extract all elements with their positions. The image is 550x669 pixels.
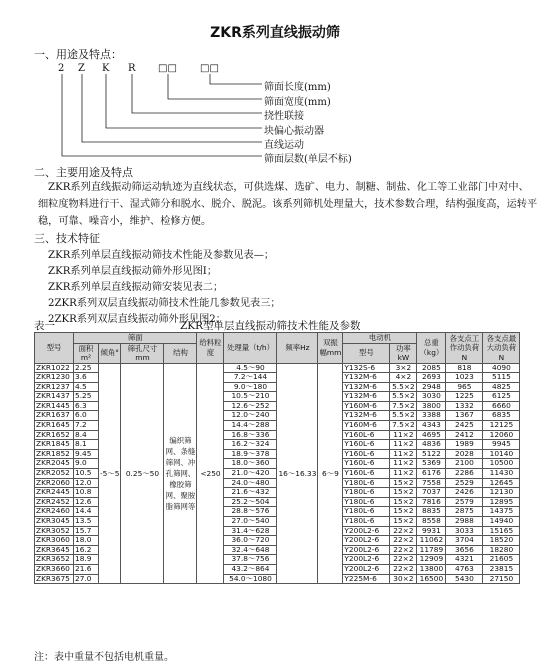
cell-model: ZKR2060 bbox=[35, 478, 74, 488]
cell-motor-model: Y200L2-6 bbox=[343, 526, 390, 536]
cell-maxdyn: 23815 bbox=[483, 564, 520, 574]
code-letter-k: K bbox=[102, 63, 110, 74]
cell-motor-model: Y200L2-6 bbox=[343, 545, 390, 555]
cell-power: 5.5×2 bbox=[390, 411, 417, 421]
cell-area: 3.6 bbox=[74, 373, 99, 383]
cell-model: ZKR1852 bbox=[35, 449, 74, 459]
spec-table bbox=[34, 332, 520, 584]
cell-model: ZKR1637 bbox=[35, 411, 74, 421]
cell-weight: 5369 bbox=[417, 459, 446, 469]
cell-weight: 2085 bbox=[417, 363, 446, 373]
cell-model: ZKR1845 bbox=[35, 440, 74, 450]
cell-maxdyn: 5115 bbox=[483, 373, 520, 383]
cell-capacity: 54.0～1080 bbox=[224, 574, 277, 584]
cell-model: ZKR3652 bbox=[35, 555, 74, 565]
cell-maxdyn: 11430 bbox=[483, 469, 520, 479]
cell-power: 22×2 bbox=[390, 526, 417, 536]
section1-heading: 一、用途及特点： bbox=[34, 48, 122, 61]
cell-weight: 8835 bbox=[417, 507, 446, 517]
cell-model: ZKR1445 bbox=[35, 401, 74, 411]
cell-maxdyn: 21605 bbox=[483, 555, 520, 565]
cell-maxdyn: 12645 bbox=[483, 478, 520, 488]
th-dyn: 各支点工作动负荷N bbox=[446, 333, 483, 364]
cell-area: 12.6 bbox=[74, 497, 99, 507]
cell-power: 3×2 bbox=[390, 363, 417, 373]
cell-power: 30×2 bbox=[390, 574, 417, 584]
cell-capacity: 7.2～144 bbox=[224, 373, 277, 383]
cell-model: ZKR2445 bbox=[35, 488, 74, 498]
cell-dyn: 4763 bbox=[446, 564, 483, 574]
th-angle: 倾角° bbox=[99, 343, 121, 363]
code-letter-r: R bbox=[128, 63, 136, 74]
section2-heading: 二、主要用途及特点 bbox=[34, 166, 133, 179]
cell-weight: 16500 bbox=[417, 574, 446, 584]
cell-weight: 11062 bbox=[417, 536, 446, 546]
cell-model: ZKR3060 bbox=[35, 536, 74, 546]
cell-power: 11×2 bbox=[390, 430, 417, 440]
legend-width: 筛面宽度(mm) bbox=[264, 97, 331, 108]
cell-model: ZKR3675 bbox=[35, 574, 74, 584]
cell-weight: 7558 bbox=[417, 478, 446, 488]
cell-dyn: 818 bbox=[446, 363, 483, 373]
cell-motor-model: Y160M-6 bbox=[343, 401, 390, 411]
cell-model: ZKR3052 bbox=[35, 526, 74, 536]
cell-dyn: 2529 bbox=[446, 478, 483, 488]
cell-motor-model: Y200L2-6 bbox=[343, 564, 390, 574]
cell-power: 7.5×2 bbox=[390, 421, 417, 431]
cell-amp: 6～9 bbox=[318, 363, 343, 584]
cell-freq: 16～16.33 bbox=[277, 363, 318, 584]
cell-dyn: 2426 bbox=[446, 488, 483, 498]
cell-capacity: 27.0～540 bbox=[224, 517, 277, 527]
cell-capacity: 9.0～180 bbox=[224, 382, 277, 392]
cell-motor-model: Y200L2-6 bbox=[343, 555, 390, 565]
cell-power: 11×2 bbox=[390, 440, 417, 450]
cell-dyn: 5430 bbox=[446, 574, 483, 584]
cell-maxdyn: 6125 bbox=[483, 392, 520, 402]
legend-length: 筛面长度(mm) bbox=[264, 82, 331, 93]
cell-capacity: 18.0～360 bbox=[224, 459, 277, 469]
cell-model: ZKR1022 bbox=[35, 363, 74, 373]
cell-model: ZKR2045 bbox=[35, 459, 74, 469]
table-label: 表一 bbox=[34, 320, 55, 332]
cell-power: 5.5×2 bbox=[390, 392, 417, 402]
cell-capacity: 36.0～720 bbox=[224, 536, 277, 546]
cell-weight: 4695 bbox=[417, 430, 446, 440]
cell-maxdyn: 6835 bbox=[483, 411, 520, 421]
cell-dyn: 2579 bbox=[446, 497, 483, 507]
cell-maxdyn: 27150 bbox=[483, 574, 520, 584]
cell-weight: 5122 bbox=[417, 449, 446, 459]
spec-list-item: ZKR系列单层直线振动筛技术性能及参数见表—； bbox=[48, 250, 275, 261]
cell-model: ZKR1652 bbox=[35, 430, 74, 440]
cell-motor-model: Y132M-6 bbox=[343, 373, 390, 383]
cell-model: ZKR1230 bbox=[35, 373, 74, 383]
cell-area: 13.5 bbox=[74, 517, 99, 527]
cell-motor-model: Y132M-6 bbox=[343, 382, 390, 392]
cell-model: ZKR2052 bbox=[35, 469, 74, 479]
th-model: 型号 bbox=[35, 333, 74, 364]
cell-dyn: 3704 bbox=[446, 536, 483, 546]
spec-list-item: ZKR系列单层直线振动筛外形见图Ⅰ； bbox=[48, 266, 218, 277]
cell-aperture: 0.25～50 bbox=[121, 363, 164, 584]
cell-dyn: 1332 bbox=[446, 401, 483, 411]
cell-model: ZKR1437 bbox=[35, 392, 74, 402]
cell-area: 14.4 bbox=[74, 507, 99, 517]
cell-model: ZKR1645 bbox=[35, 421, 74, 431]
cell-area: 27.0 bbox=[74, 574, 99, 584]
cell-dyn: 2028 bbox=[446, 449, 483, 459]
table-row bbox=[35, 363, 520, 373]
th-maxdyn: 各支点最大动负荷N bbox=[483, 333, 520, 364]
cell-power: 7.5×2 bbox=[390, 401, 417, 411]
cell-weight: 3388 bbox=[417, 411, 446, 421]
cell-weight: 11789 bbox=[417, 545, 446, 555]
cell-maxdyn: 10140 bbox=[483, 449, 520, 459]
cell-area: 12.0 bbox=[74, 478, 99, 488]
cell-power: 22×2 bbox=[390, 545, 417, 555]
th-amp: 双振幅mm bbox=[318, 333, 343, 364]
cell-capacity: 4.5～90 bbox=[224, 363, 277, 373]
cell-model: ZKR1237 bbox=[35, 382, 74, 392]
code-width-boxes: □□ bbox=[158, 63, 177, 74]
cell-power: 22×2 bbox=[390, 555, 417, 565]
cell-weight: 3800 bbox=[417, 401, 446, 411]
cell-angle: -5～5 bbox=[99, 363, 121, 584]
section3-heading: 三、技术特征 bbox=[34, 232, 100, 245]
cell-maxdyn: 4825 bbox=[483, 382, 520, 392]
cell-structure: 编织筛网、条缝筛网、冲孔筛网、橡胶筛网、聚胺脂筛网等 bbox=[164, 363, 197, 584]
legend-flexible: 挠性联接 bbox=[264, 111, 304, 122]
cell-model: ZKR2452 bbox=[35, 497, 74, 507]
cell-capacity: 14.4～288 bbox=[224, 421, 277, 431]
cell-area: 4.5 bbox=[74, 382, 99, 392]
cell-area: 7.2 bbox=[74, 421, 99, 431]
cell-power: 15×2 bbox=[390, 497, 417, 507]
th-freq: 频率Hz bbox=[277, 333, 318, 364]
cell-model: ZKR3645 bbox=[35, 545, 74, 555]
legend-linear: 直线运动 bbox=[264, 140, 304, 151]
th-capacity: 处理量（t/h） bbox=[224, 333, 277, 364]
cell-motor-model: Y160L-6 bbox=[343, 459, 390, 469]
th-structure: 结构 bbox=[164, 343, 197, 363]
cell-dyn: 3033 bbox=[446, 526, 483, 536]
cell-capacity: 28.8～576 bbox=[224, 507, 277, 517]
cell-weight: 2693 bbox=[417, 373, 446, 383]
cell-motor-model: Y180L-6 bbox=[343, 497, 390, 507]
cell-weight: 4343 bbox=[417, 421, 446, 431]
cell-capacity: 16.8～336 bbox=[224, 430, 277, 440]
cell-maxdyn: 18280 bbox=[483, 545, 520, 555]
cell-capacity: 24.0～480 bbox=[224, 478, 277, 488]
table-note: 注：表中重量不包括电机重量。 bbox=[34, 652, 174, 663]
cell-power: 22×2 bbox=[390, 536, 417, 546]
cell-capacity: 21.6～432 bbox=[224, 488, 277, 498]
cell-power: 4×2 bbox=[390, 373, 417, 383]
cell-area: 10.5 bbox=[74, 469, 99, 479]
cell-power: 11×2 bbox=[390, 469, 417, 479]
th-feed: 给料粒度 bbox=[197, 333, 224, 364]
model-code-diagram bbox=[0, 0, 550, 170]
cell-motor-model: Y180L-6 bbox=[343, 478, 390, 488]
cell-capacity: 10.5～210 bbox=[224, 392, 277, 402]
cell-dyn: 1989 bbox=[446, 440, 483, 450]
page-title: ZKR系列直线振动筛 bbox=[210, 25, 340, 41]
spec-list-item: 2ZKR系列双层直线振动筛技术性能几参数见表三； bbox=[48, 298, 281, 309]
cell-capacity: 32.4～648 bbox=[224, 545, 277, 555]
cell-area: 8.4 bbox=[74, 430, 99, 440]
cell-maxdyn: 4090 bbox=[483, 363, 520, 373]
code-length-boxes: □□ bbox=[200, 63, 219, 74]
cell-dyn: 2100 bbox=[446, 459, 483, 469]
cell-motor-model: Y200L2-6 bbox=[343, 536, 390, 546]
code-letter-layers: 2 bbox=[58, 63, 65, 74]
cell-dyn: 2412 bbox=[446, 430, 483, 440]
cell-area: 9.0 bbox=[74, 459, 99, 469]
cell-area: 5.25 bbox=[74, 392, 99, 402]
cell-weight: 8558 bbox=[417, 517, 446, 527]
th-aperture: 筛孔尺寸mm bbox=[121, 343, 164, 363]
cell-weight: 13800 bbox=[417, 564, 446, 574]
cell-motor-model: Y160M-6 bbox=[343, 421, 390, 431]
cell-weight: 9931 bbox=[417, 526, 446, 536]
cell-area: 9.45 bbox=[74, 449, 99, 459]
cell-maxdyn: 14940 bbox=[483, 517, 520, 527]
th-motor-model: 型号 bbox=[343, 343, 390, 363]
section2-paragraph: ZKR系列直线振动筛运动轨迹为直线状态，可供选煤、选矿、电力、制糖、制盐、化工等工业部门中对中、细粒度物料进行干、湿式筛分和脱水、脱介、脱泥。该系列筛机处理量大，技术参数合理，结构强度高，运转平稳，可靠、噪音小，维护、检修方便。 bbox=[38, 182, 538, 227]
cell-motor-model: Y160L-6 bbox=[343, 430, 390, 440]
cell-motor-model: Y180L-6 bbox=[343, 517, 390, 527]
cell-motor-model: Y160L-6 bbox=[343, 440, 390, 450]
cell-weight: 3030 bbox=[417, 392, 446, 402]
cell-power: 11×2 bbox=[390, 449, 417, 459]
cell-capacity: 18.9～378 bbox=[224, 449, 277, 459]
cell-dyn: 1225 bbox=[446, 392, 483, 402]
table-caption: ZKR型单层直线振动筛技术性能及参数 bbox=[180, 320, 361, 332]
cell-area: 21.6 bbox=[74, 564, 99, 574]
cell-capacity: 37.8～756 bbox=[224, 555, 277, 565]
cell-motor-model: Y225M-6 bbox=[343, 574, 390, 584]
cell-area: 2.25 bbox=[74, 363, 99, 373]
cell-maxdyn: 18520 bbox=[483, 536, 520, 546]
cell-motor-model: Y132S-6 bbox=[343, 363, 390, 373]
cell-area: 10.8 bbox=[74, 488, 99, 498]
cell-weight: 7037 bbox=[417, 488, 446, 498]
cell-weight: 4836 bbox=[417, 440, 446, 450]
cell-capacity: 16.2～324 bbox=[224, 440, 277, 450]
cell-maxdyn: 9945 bbox=[483, 440, 520, 450]
cell-motor-model: Y132M-6 bbox=[343, 392, 390, 402]
th-weight: 总重（kg） bbox=[417, 333, 446, 364]
cell-maxdyn: 14375 bbox=[483, 507, 520, 517]
cell-area: 8.1 bbox=[74, 440, 99, 450]
cell-power: 5.5×2 bbox=[390, 382, 417, 392]
cell-maxdyn: 12125 bbox=[483, 421, 520, 431]
cell-dyn: 2425 bbox=[446, 421, 483, 431]
cell-capacity: 25.2～504 bbox=[224, 497, 277, 507]
cell-area: 18.0 bbox=[74, 536, 99, 546]
cell-area: 6.3 bbox=[74, 401, 99, 411]
cell-weight: 12909 bbox=[417, 555, 446, 565]
cell-dyn: 1367 bbox=[446, 411, 483, 421]
cell-capacity: 31.4～628 bbox=[224, 526, 277, 536]
cell-weight: 2948 bbox=[417, 382, 446, 392]
cell-motor-model: Y160L-6 bbox=[343, 469, 390, 479]
spec-list-item: 2ZKR系列双层直线振动筛外形见图2； bbox=[48, 314, 226, 325]
cell-maxdyn: 10500 bbox=[483, 459, 520, 469]
cell-dyn: 2875 bbox=[446, 507, 483, 517]
cell-area: 18.9 bbox=[74, 555, 99, 565]
th-motor: 电动机 bbox=[343, 333, 417, 344]
cell-model: ZKR2460 bbox=[35, 507, 74, 517]
cell-power: 15×2 bbox=[390, 478, 417, 488]
cell-weight: 7816 bbox=[417, 497, 446, 507]
cell-weight: 6176 bbox=[417, 469, 446, 479]
cell-motor-model: Y160L-6 bbox=[343, 449, 390, 459]
cell-dyn: 2286 bbox=[446, 469, 483, 479]
cell-maxdyn: 12895 bbox=[483, 497, 520, 507]
cell-model: ZKR3660 bbox=[35, 564, 74, 574]
cell-motor-model: Y180L-6 bbox=[343, 507, 390, 517]
cell-power: 15×2 bbox=[390, 507, 417, 517]
spec-list-item: ZKR系列单层直线振动筛安装见表二； bbox=[48, 282, 224, 293]
cell-capacity: 43.2～864 bbox=[224, 564, 277, 574]
cell-area: 6.0 bbox=[74, 411, 99, 421]
cell-motor-model: Y132M-6 bbox=[343, 411, 390, 421]
cell-area: 16.2 bbox=[74, 545, 99, 555]
th-screen: 筛面 bbox=[74, 333, 197, 344]
cell-motor-model: Y180L-6 bbox=[343, 488, 390, 498]
cell-dyn: 4321 bbox=[446, 555, 483, 565]
cell-area: 15.7 bbox=[74, 526, 99, 536]
code-letter-z: Z bbox=[78, 63, 85, 74]
cell-dyn: 965 bbox=[446, 382, 483, 392]
cell-dyn: 3656 bbox=[446, 545, 483, 555]
cell-dyn: 2988 bbox=[446, 517, 483, 527]
cell-maxdyn: 12060 bbox=[483, 430, 520, 440]
cell-power: 22×2 bbox=[390, 564, 417, 574]
cell-maxdyn: 6660 bbox=[483, 401, 520, 411]
cell-power: 15×2 bbox=[390, 517, 417, 527]
cell-power: 11×2 bbox=[390, 459, 417, 469]
cell-dyn: 1023 bbox=[446, 373, 483, 383]
cell-power: 15×2 bbox=[390, 488, 417, 498]
cell-feed: <250 bbox=[197, 363, 224, 584]
cell-model: ZKR3045 bbox=[35, 517, 74, 527]
cell-capacity: 12.0～240 bbox=[224, 411, 277, 421]
legend-layers: 筛面层数(单层不标) bbox=[264, 154, 352, 165]
th-power: 功率kW bbox=[390, 343, 417, 363]
legend-vibrator: 块偏心振动器 bbox=[264, 126, 324, 137]
cell-maxdyn: 12130 bbox=[483, 488, 520, 498]
cell-maxdyn: 15165 bbox=[483, 526, 520, 536]
th-area: 面积m² bbox=[74, 343, 99, 363]
cell-capacity: 21.0～420 bbox=[224, 469, 277, 479]
cell-capacity: 12.6～252 bbox=[224, 401, 277, 411]
